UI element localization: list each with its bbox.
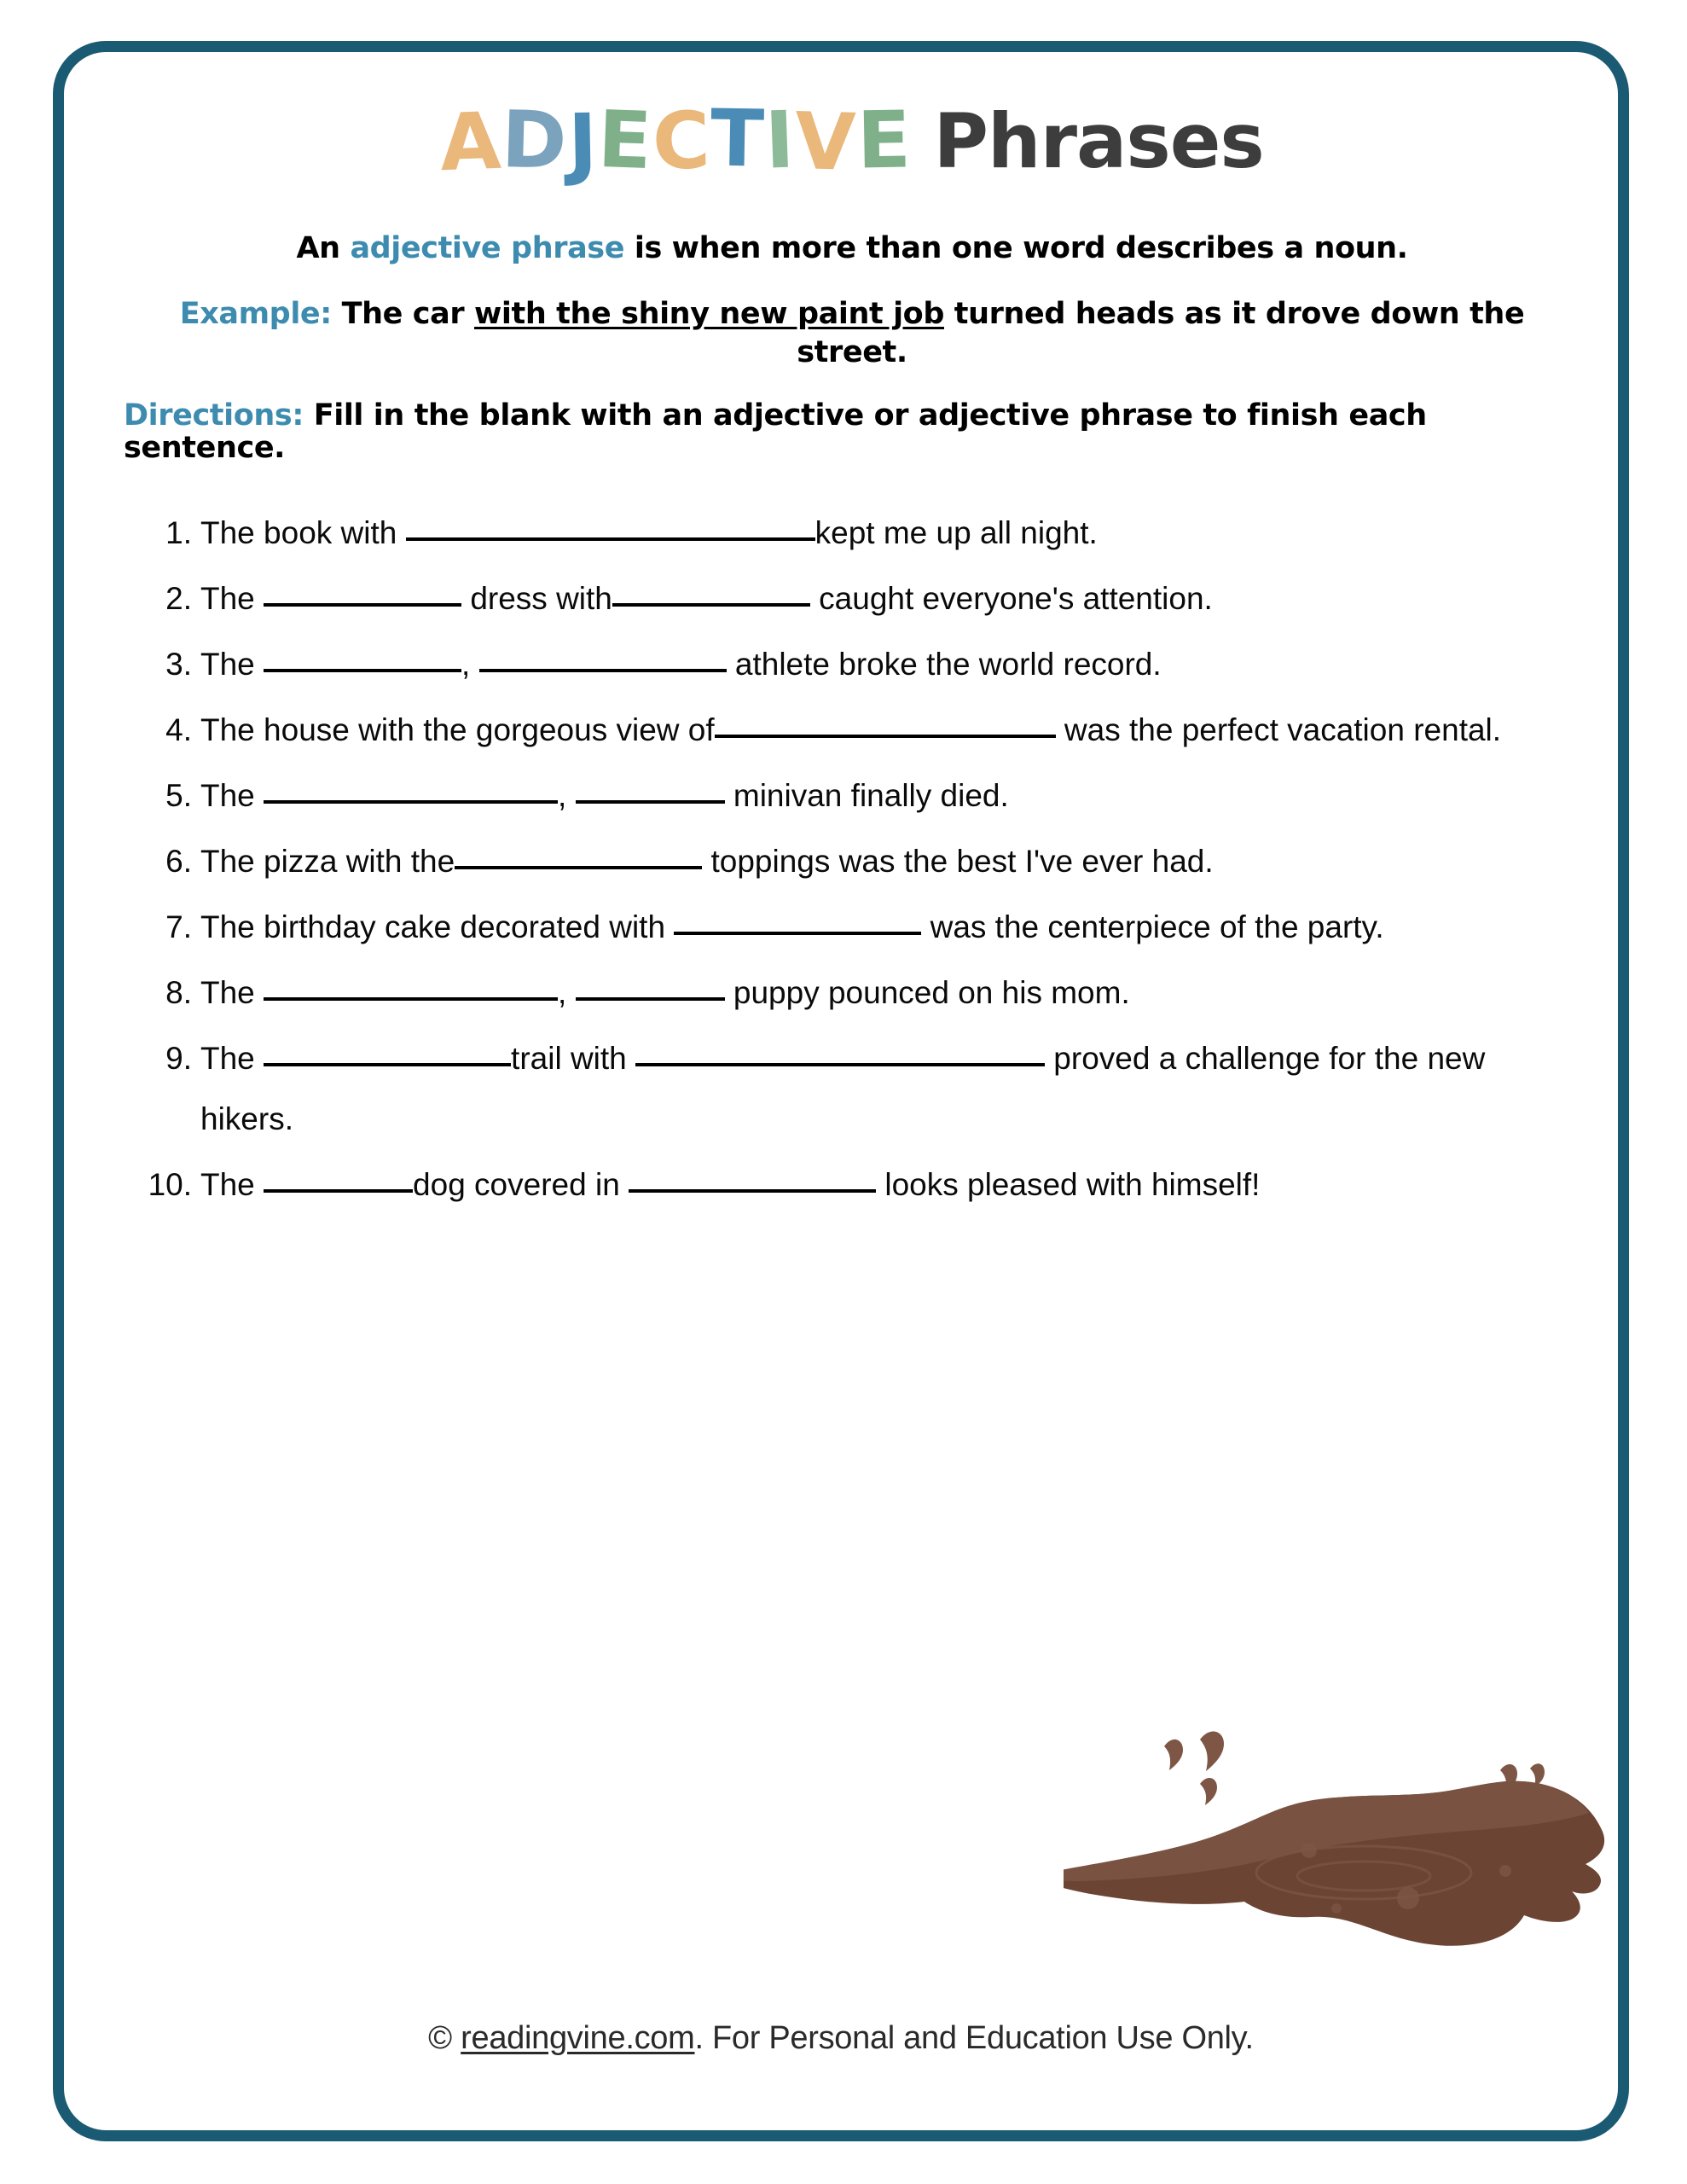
example-line <box>110 295 1594 372</box>
question-text-segment: The <box>200 647 264 682</box>
question-item <box>139 1028 1575 1149</box>
question-number: 9. <box>165 1041 192 1077</box>
answer-blank[interactable] <box>612 578 810 607</box>
question-text-segment: caught everyone's attention. <box>809 581 1213 617</box>
question-number: 10. <box>148 1167 192 1203</box>
directions-text: Fill in the blank with an adjective or adjective phrase to finish each sentence. <box>124 398 1427 466</box>
question-list <box>110 502 1594 1215</box>
question-number: 6. <box>165 844 192 880</box>
title-word-adjective <box>438 92 913 189</box>
question-text <box>200 897 1575 957</box>
answer-blank[interactable] <box>264 643 461 672</box>
question-text-segment: athlete broke the world record. <box>726 647 1162 682</box>
title-letter-e-3: E <box>596 93 654 188</box>
question-text-segment: , <box>461 647 479 682</box>
question-text <box>200 1154 1575 1215</box>
title-letter-a-0: A <box>438 95 504 189</box>
worksheet-content <box>64 52 1640 2152</box>
answer-blank[interactable] <box>264 775 558 804</box>
question-text <box>200 831 1575 892</box>
footer-credit <box>64 2020 1618 2057</box>
question-item <box>139 897 1575 957</box>
answer-blank[interactable] <box>264 972 558 1001</box>
title-letter-c-4: C <box>651 95 712 188</box>
title-word-phrases: Phrases <box>933 97 1264 185</box>
directions-line <box>110 400 1594 465</box>
question-text <box>200 634 1575 694</box>
answer-blank[interactable] <box>576 775 725 804</box>
question-text-segment: trail with <box>511 1041 636 1077</box>
definition-line <box>110 229 1594 268</box>
title-letter-j-2: J <box>566 96 599 189</box>
question-text <box>200 502 1575 563</box>
answer-blank[interactable] <box>576 972 725 1001</box>
answer-blank[interactable] <box>479 643 727 672</box>
question-number: 5. <box>165 778 192 814</box>
answer-blank[interactable] <box>629 1164 876 1193</box>
answer-blank[interactable] <box>635 1037 1045 1066</box>
title-letter-d-1: D <box>501 94 570 187</box>
answer-blank[interactable] <box>674 906 921 935</box>
question-text-segment: proved a challenge for the new hikers. <box>200 1041 1486 1137</box>
question-text <box>200 1028 1575 1149</box>
question-number: 1. <box>165 514 192 550</box>
question-text-segment: looks pleased with himself! <box>876 1167 1261 1203</box>
example-underlined-phrase: with the shiny new paint job <box>474 296 944 331</box>
answer-blank[interactable] <box>264 1037 511 1066</box>
definition-highlight: adjective phrase <box>350 231 625 265</box>
question-item <box>139 1154 1575 1215</box>
question-item <box>139 765 1575 826</box>
example-text-before: The car <box>331 296 474 331</box>
question-text-segment: The book with <box>200 514 406 550</box>
question-text-segment: The birthday cake decorated with <box>200 909 675 945</box>
question-text-segment: , <box>558 975 576 1011</box>
site-link[interactable]: readingvine.com <box>461 2020 695 2056</box>
answer-blank[interactable] <box>455 840 702 869</box>
question-text-segment: The pizza with the <box>200 844 455 880</box>
copyright-symbol: © <box>428 2020 461 2056</box>
directions-label: Directions: <box>124 398 304 433</box>
question-text <box>200 765 1575 826</box>
question-item <box>139 568 1575 629</box>
question-item <box>139 700 1575 760</box>
title-letter-t-5: T <box>710 92 767 185</box>
question-number: 2. <box>165 581 192 617</box>
title-letter-i-6: I <box>763 94 797 187</box>
question-text-segment: The <box>200 1041 264 1077</box>
question-item <box>139 634 1575 694</box>
example-label: Example: <box>179 296 332 331</box>
question-text-segment: was the centerpiece of the party. <box>921 909 1384 945</box>
answer-blank[interactable] <box>715 709 1056 738</box>
question-text <box>200 962 1575 1023</box>
question-text-segment: kept me up all night. <box>815 514 1098 550</box>
worksheet-frame <box>53 41 1629 2141</box>
question-text <box>200 568 1575 629</box>
question-text-segment: The <box>200 778 264 814</box>
answer-blank[interactable] <box>264 578 461 607</box>
question-text-segment: The house with the gorgeous view of <box>200 712 715 748</box>
question-text-segment: , <box>558 778 576 814</box>
definition-suffix: is when more than one word describes a noun. <box>624 231 1408 265</box>
title-letter-v-7: V <box>793 96 858 189</box>
question-item <box>139 502 1575 563</box>
question-item <box>139 831 1575 892</box>
question-text-segment: The <box>200 581 264 617</box>
answer-blank[interactable] <box>406 512 815 541</box>
title-letter-e-8: E <box>855 94 913 187</box>
question-number: 4. <box>165 712 192 748</box>
definition-prefix: An <box>296 231 351 265</box>
question-text-segment: puppy pounced on his mom. <box>724 975 1130 1011</box>
footer-rest: . For Personal and Education Use Only. <box>694 2020 1254 2056</box>
question-text-segment: The <box>200 1167 264 1203</box>
question-number: 3. <box>165 647 192 682</box>
question-text-segment: toppings was the best I've ever had. <box>702 844 1214 880</box>
page-title <box>110 92 1594 200</box>
question-number: 7. <box>165 909 192 945</box>
question-text-segment: dog covered in <box>413 1167 629 1203</box>
question-item <box>139 962 1575 1023</box>
example-text-after: turned heads as it drove down the street. <box>797 296 1525 369</box>
question-text-segment: The <box>200 975 264 1011</box>
question-text-segment: was the perfect vacation rental. <box>1055 712 1502 748</box>
question-text-segment: minivan finally died. <box>724 778 1009 814</box>
question-number: 8. <box>165 975 192 1011</box>
question-text-segment: dress with <box>461 581 612 617</box>
answer-blank[interactable] <box>264 1164 413 1193</box>
question-text <box>200 700 1575 760</box>
